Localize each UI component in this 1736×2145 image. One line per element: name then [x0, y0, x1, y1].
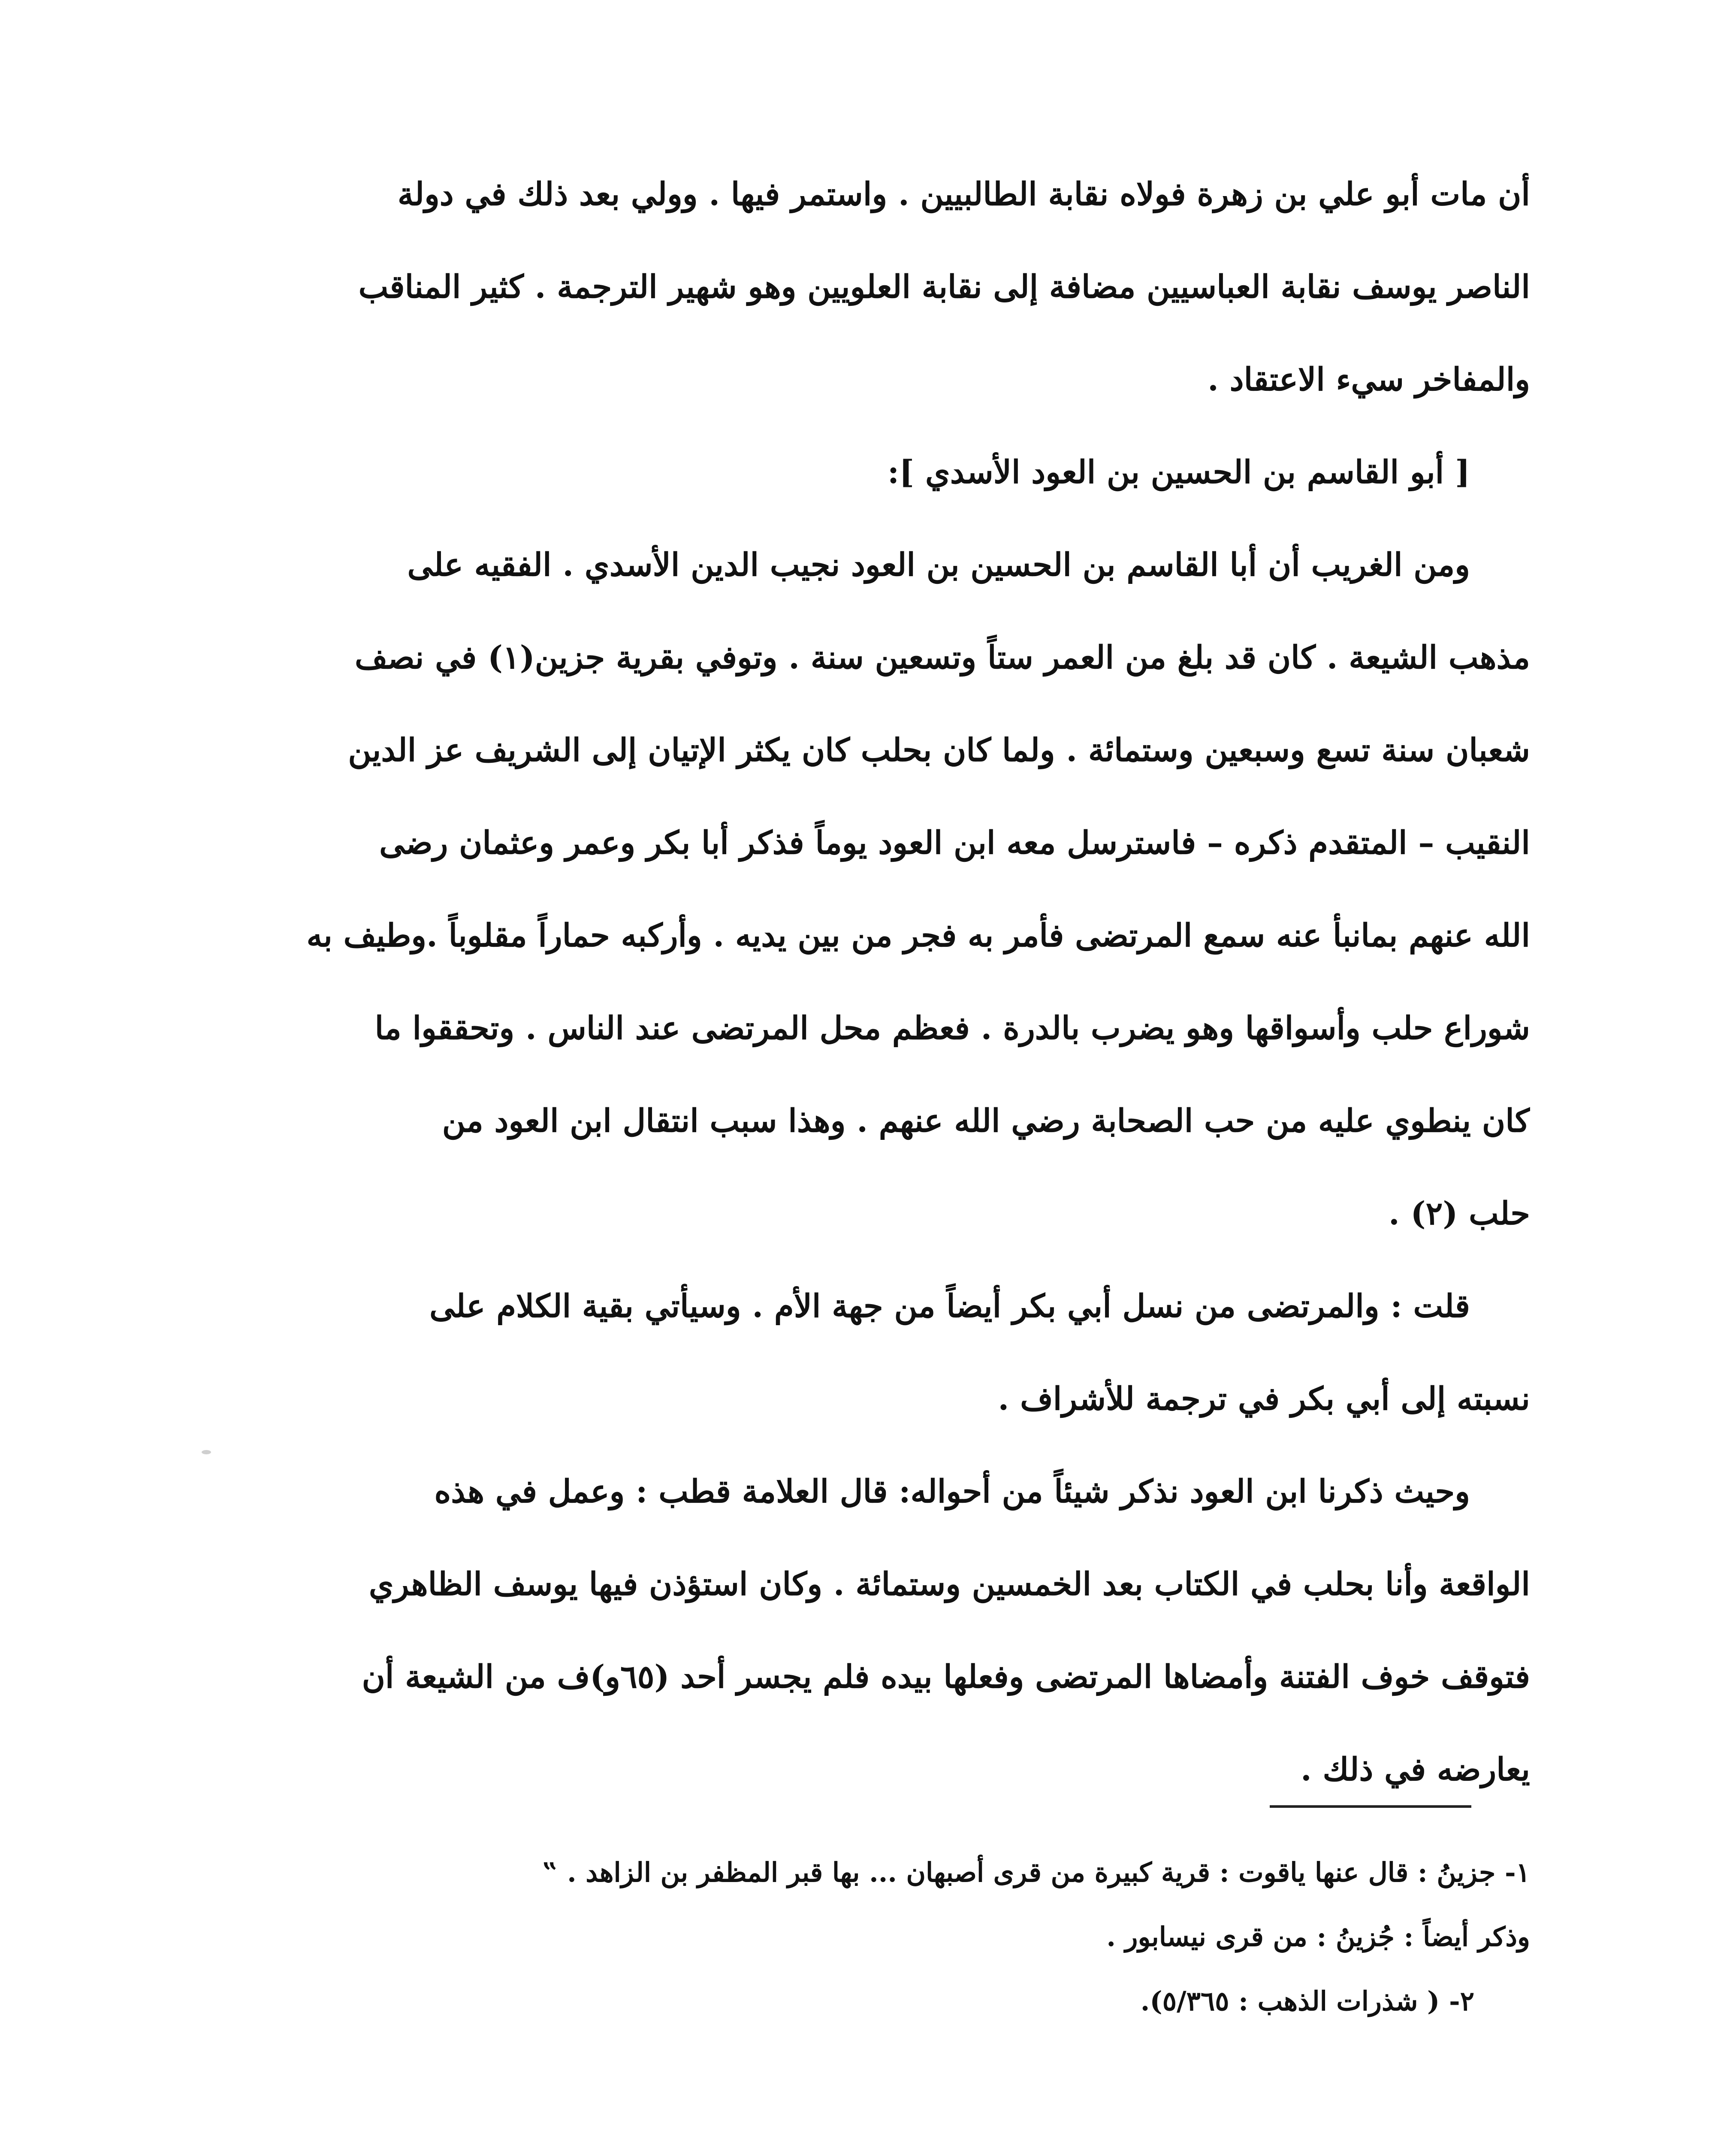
- footnote-2: ٢- ( شذرات الذهب : ٥/٣٦٥).: [1140, 1985, 1474, 2017]
- text-line-18: يعارضه في ذلك .: [1300, 1751, 1530, 1788]
- text-line-5: ومن الغريب أن أبا القاسم بن الحسين بن العود نجيب الدين الأسدي . الفقيه على: [407, 547, 1470, 583]
- section-heading: [ أبو القاسم بن الحسين بن العود الأسدي ]:: [887, 454, 1470, 491]
- text-line-9: الله عنهم بمانبأ عنه سمع المرتضى فأمر به فجر من بين يديه . وأركبه حماراً مقلوباً .وطيف به: [306, 917, 1530, 954]
- text-line-10: شوراع حلب وأسواقها وهو يضرب بالدرة . فعظم محل المرتضى عند الناس . وتحققوا ما: [374, 1010, 1530, 1047]
- footnotes-block: [214, 1840, 1530, 2033]
- footnote-1-continued: وذكر أيضاً : جُزينُ : من قرى نيسابور .: [1106, 1921, 1530, 1952]
- scan-speck-decoration: [202, 1450, 211, 1454]
- text-line-15: وحيث ذكرنا ابن العود نذكر شيئاً من أحواله: قال العلامة قطب : وعمل في هذه: [434, 1473, 1470, 1510]
- text-line-11: كان ينطوي عليه من حب الصحابة رضي الله عنهم . وهذا سبب انتقال ابن العود من: [442, 1103, 1530, 1139]
- qult-word: قلت: [1413, 1288, 1470, 1325]
- text-line-8: النقيب – المتقدم ذكره – فاسترسل معه ابن العود يوماً فذكر أبا بكر وعمر وعثمان رضى: [379, 825, 1530, 861]
- text-line-16: الواقعة وأنا بحلب في الكتاب بعد الخمسين وستمائة . وكان استؤذن فيها يوسف الظاهري: [368, 1566, 1530, 1603]
- footnote-1: ١- جزينُ : قال عنها ياقوت : قرية كبيرة من قرى أصبهان ... بها قبر المظفر بن الزاهد . ‟: [542, 1857, 1530, 1888]
- text-line-3: والمفاخر سيء الاعتقاد .: [1208, 361, 1530, 398]
- main-text-block: [214, 148, 1530, 1816]
- qult-rest: : والمرتضى من نسل أبي بكر أيضاً من جهة الأم . وسيأتي بقية الكلام على: [429, 1288, 1413, 1325]
- footnote-divider: [1270, 1805, 1471, 1808]
- text-line-17: فتوقف خوف الفتنة وأمضاها المرتضى وفعلها بيده فلم يجسر أحد (٦٥و)ف من الشيعة أن: [362, 1659, 1530, 1695]
- text-line-6: مذهب الشيعة . كان قد بلغ من العمر ستاً وتسعين سنة . وتوفي بقرية جزين(١) في نصف: [355, 639, 1530, 676]
- text-line-7: شعبان سنة تسع وسبعين وستمائة . ولما كان بحلب كان يكثر الإتيان إلى الشريف عز الدين: [348, 732, 1530, 769]
- text-line-1: أن مات أبو علي بن زهرة فولاه نقابة الطالبيين . واستمر فيها . وولي بعد ذلك في دولة: [397, 176, 1530, 213]
- text-line-14: نسبته إلى أبي بكر في ترجمة للأشراف .: [998, 1381, 1530, 1417]
- text-line-12: حلب (٢) .: [1389, 1195, 1530, 1232]
- text-line-2: الناصر يوسف نقابة العباسيين مضافة إلى نقابة العلويين وهو شهير الترجمة . كثير المناقب: [358, 269, 1530, 305]
- text-line-13: [214, 1260, 1530, 1353]
